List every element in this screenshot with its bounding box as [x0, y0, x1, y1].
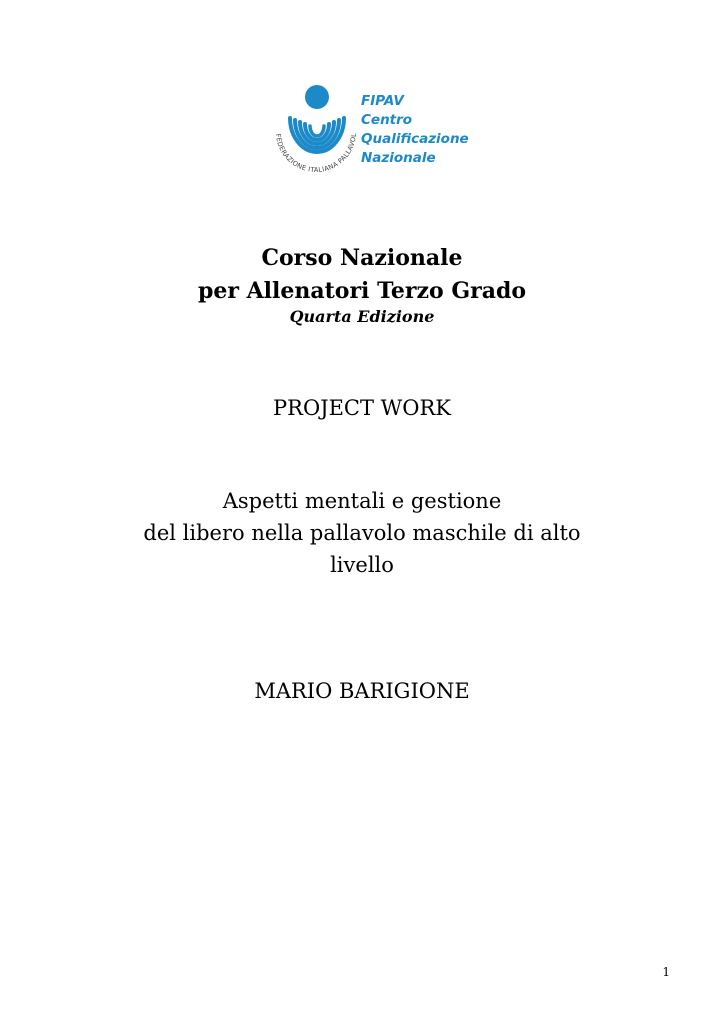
fipav-logo	[268, 82, 488, 206]
logo-ring-text: FEDERAZIONE ITALIANA PALLAVOL	[274, 132, 359, 175]
author-name: MARIO BARIGIONE	[254, 679, 470, 703]
course-title	[0, 242, 724, 308]
volleyball-figure-icon	[268, 82, 360, 206]
logo-line-fipav: FIPAV	[361, 93, 404, 109]
course-edition: Quarta Edizione	[289, 307, 435, 326]
logo-line-qualificazione: Qualificazione	[361, 131, 469, 147]
course-title-line-2: per Allenatori Terzo Grado	[197, 278, 527, 304]
subject-line-2: del libero nella pallavolo maschile di alto	[143, 521, 581, 545]
project-work-label: PROJECT WORK	[273, 396, 451, 420]
project-subject	[0, 485, 724, 581]
logo-line-nazionale: Nazionale	[361, 150, 436, 166]
subject-line-3: livello	[330, 553, 394, 577]
logo-text	[361, 92, 469, 168]
course-title-line-1: Corso Nazionale	[261, 245, 463, 271]
logo-line-centro: Centro	[361, 112, 413, 128]
page-number: 1	[662, 965, 670, 979]
subject-line-1: Aspetti mentali e gestione	[222, 489, 502, 513]
